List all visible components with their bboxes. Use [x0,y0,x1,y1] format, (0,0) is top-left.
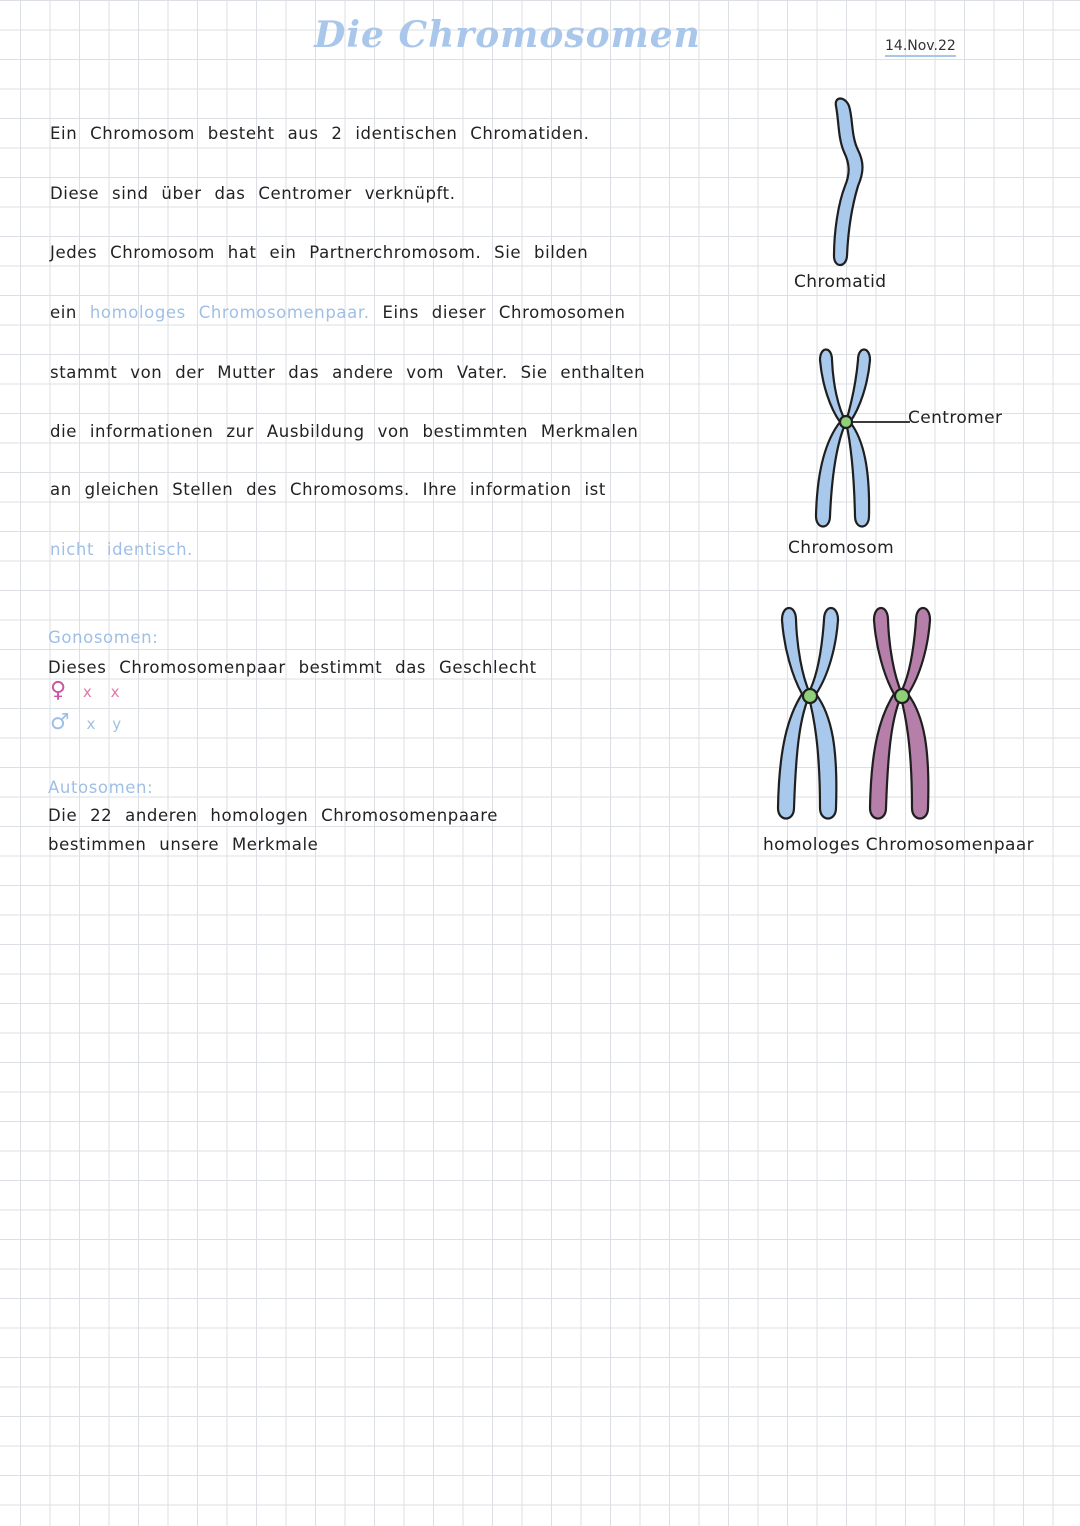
male-chromosome-1: x [86,715,96,733]
centromere-dot [840,416,852,428]
gonosomen-heading: Gonosomen: [48,628,159,647]
male-chromosome-2: y [112,715,122,733]
autosomen-line-2: bestimmen unsere Merkmale [48,835,319,854]
chromosom-label: Chromosom [788,538,895,558]
female-icon: ♀ [50,678,67,703]
chromatid-drawing [834,99,863,266]
text-line-1: Ein Chromosom besteht aus 2 identischen Chromatiden. [50,124,590,143]
text-line-7: an gleichen Stellen des Chromosoms. Ihre information ist [50,480,606,499]
female-chromosome-2: x [110,683,120,701]
text-line-8: nicht identisch. [50,540,193,559]
text-line-4-post: Eins dieser Chromosomen [382,303,626,322]
text-line-2: Diese sind über das Centromer verknüpft. [50,184,456,203]
text-line-6: die informationen zur Ausbildung von bestimmten Merkmalen [50,422,639,441]
pair-label: homologes Chromosomenpaar [763,835,1035,855]
centromer-label: Centromer [908,408,1003,428]
chromosome-arm-left [816,350,846,527]
gonosomen-text: Dieses Chromosomenpaar bestimmt das Geschlecht [48,658,537,677]
female-chromosome-1: x [82,683,92,701]
text-line-4-pre: ein [50,303,77,322]
text-line-3: Jedes Chromosom hat ein Partnerchromosom. Sie bilden [50,243,589,262]
autosomen-heading: Autosomen: [48,778,154,797]
homologes-highlight: homologes Chromosomenpaar. [89,303,370,322]
date-label: 14.Nov.22 [885,38,956,57]
page-title: Die Chromosomen [314,14,701,56]
chromosome-drawing [816,350,910,527]
homolog-blue-drawing [778,608,838,819]
autosomen-line-1: Die 22 anderen homologen Chromosomenpaare [48,806,499,825]
chromatid-label: Chromatid [794,272,887,292]
text-line-5: stammt von der Mutter das andere vom Vater. Sie enthalten [50,363,646,382]
homolog-purple-drawing [870,608,930,819]
chromatid-shape [834,99,863,266]
male-icon: ♂ [50,710,70,735]
chromosome-arm-right [846,350,870,527]
